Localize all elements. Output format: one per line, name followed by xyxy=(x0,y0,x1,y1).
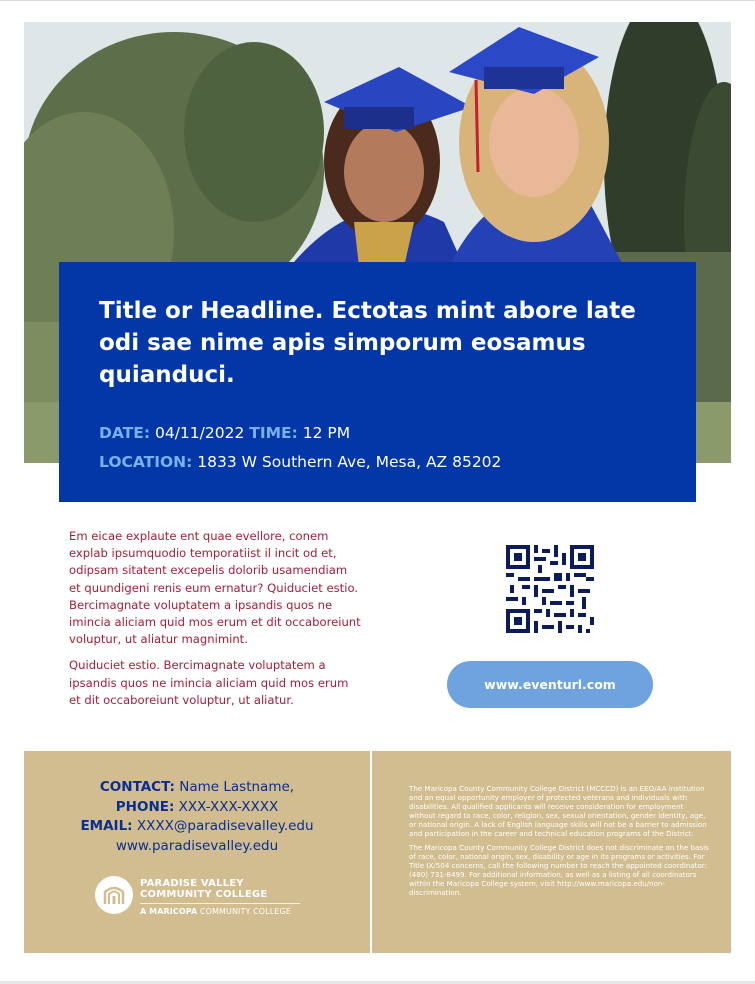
location-label: LOCATION: xyxy=(99,453,193,471)
college-logo xyxy=(95,876,335,920)
time-label: TIME: xyxy=(249,424,298,442)
event-location xyxy=(99,453,501,471)
legal-paragraph-1: The Maricopa County Community College District (MCCCD) is an EEO/AA institution and an equal opportunity employer of protected veterans and individuals with disabilities. All qualified applicants will receive consideration for employment without regard to race, color, religion, sex, sexual orientation, gender identity, age, or national origin. A lack of English language skills will not be a barrier to admission and participation in the career and technical education programs of the District. xyxy=(409,784,707,839)
description-paragraph-1: Em eicae explaute ent quae evellore, conem explab ipsumquodio temporatiist il incit od et, odipsam sitatent excepelis dolorib usamendiam et quundigeni renis eum ernatur? Quiduciet estio. Bercimagnate voluptatem a ipsandis quos ne imincia aliciam quid mos erum et dit occaboreiunt voluptur, ut aliatur magnimint. xyxy=(69,529,361,647)
legal-notice xyxy=(409,784,709,901)
date-value: 04/11/2022 xyxy=(154,424,245,442)
logo-line-2: COMMUNITY COLLEGE xyxy=(140,889,268,900)
contact-block xyxy=(24,778,370,856)
event-date-time xyxy=(99,424,350,442)
footer-panel xyxy=(24,751,731,953)
logo-separator xyxy=(140,903,300,904)
college-emblem-icon xyxy=(95,876,133,914)
event-info-panel xyxy=(59,262,696,502)
event-url-button[interactable]: www.eventurl.com xyxy=(447,661,653,708)
location-value: 1833 W Southern Ave, Mesa, AZ 85202 xyxy=(197,453,502,471)
time-value: 12 PM xyxy=(302,424,351,442)
email-row xyxy=(24,817,370,837)
logo-line-1: PARADISE VALLEY xyxy=(140,878,244,889)
logo-line-3 xyxy=(140,907,291,916)
phone-label: PHONE: xyxy=(115,798,175,815)
footer-divider xyxy=(370,751,372,953)
legal-paragraph-2: The Maricopa County Community College District does not discriminate on the basis of race, color, national origin, sex, disability or age in its programs or activities. For Title IX/504 concerns, call the following number to reach the appointed coordinator: (480) 731-8499. For additional information, as well as a listing of all coordinators within the Maricopa College system, visit http://www.maricopa.edu/non-discrimination. xyxy=(409,842,709,898)
logo-line-3-bold: A MARICOPA xyxy=(140,907,198,916)
contact-name: Name Lastname, xyxy=(179,779,295,795)
qr-code-icon[interactable] xyxy=(506,545,594,633)
contact-label: CONTACT: xyxy=(99,779,175,795)
phone-value[interactable]: XXX-XXX-XXXX xyxy=(178,798,279,815)
logo-line-3-rest: COMMUNITY COLLEGE xyxy=(199,907,291,916)
event-headline: Title or Headline. Ectotas mint abore late odi sae nime apis simporum eosamus quianduci. xyxy=(99,298,636,388)
date-label: DATE: xyxy=(99,424,151,442)
event-description xyxy=(69,528,361,718)
top-border xyxy=(0,0,755,1)
website-link[interactable]: www.paradisevalley.edu xyxy=(115,837,279,854)
email-link[interactable]: XXXX@paradisevalley.edu xyxy=(136,818,314,834)
contact-row xyxy=(24,778,370,798)
phone-row xyxy=(24,798,370,818)
email-label: EMAIL: xyxy=(80,818,133,834)
description-paragraph-2: Quiduciet estio. Bercimagnate voluptatem a ipsandis quos ne imincia aliciam quid mos erum et dit occaboreiunt voluptur, ut aliatur. xyxy=(69,658,349,707)
